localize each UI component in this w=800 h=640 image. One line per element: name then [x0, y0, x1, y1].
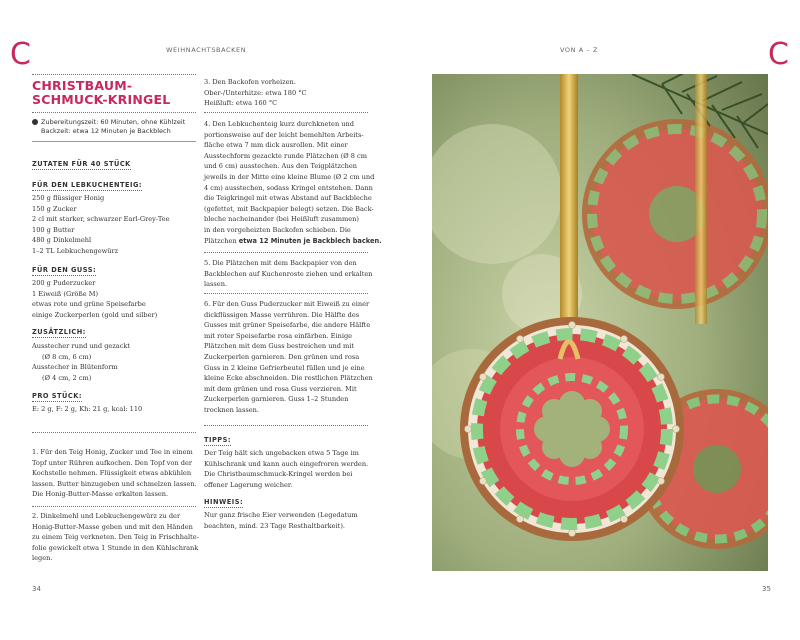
ingredient: 100 g Butter — [32, 225, 75, 234]
step-line: portionsweise auf der leicht bemehlten Arbeits- — [204, 130, 364, 139]
column-rule-top — [32, 74, 196, 75]
step-line: Ausstechform gezackte runde Plätzchen (Ø 8 cm — [204, 151, 368, 160]
ingredient: 200 g Puderzucker — [32, 279, 96, 287]
step-line: mit dem grünen und rosa Guss verzieren. Mit — [204, 384, 357, 393]
prep-time: Zubereitungszeit: 60 Minuten, ohne Kühlzeit — [41, 118, 186, 126]
ingredient: 150 g Zucker — [32, 204, 77, 213]
tips-text — [204, 448, 374, 490]
hint-line: Nur ganz frische Eier verwenden (Legedatum — [204, 511, 358, 519]
extra-list — [32, 341, 197, 383]
step-divider — [32, 506, 196, 507]
icing-heading: FÜR DEN GUSS: — [32, 266, 97, 274]
title-line-1: CHRISTBAUM- — [32, 78, 133, 93]
step-line: bleche nacheinander (bei Heißluft zusammen) — [204, 215, 359, 224]
cookie-ornament-photo — [432, 74, 768, 571]
section-divider — [32, 432, 196, 433]
step-line: kleine Ecke abschneiden. Die restlichen Plätzchen — [204, 374, 373, 383]
chapter-letter-left: C — [10, 37, 31, 72]
running-head-left: WEIHNACHTSBACKEN — [166, 46, 247, 54]
step-5 — [204, 258, 374, 290]
step-line: Ober-/Unterhitze: etwa 180 °C — [204, 88, 307, 97]
clock-icon — [32, 119, 38, 125]
step-line: Topf unter Rühren aufkochen. Den Topf von der — [32, 458, 193, 467]
step-line: lassen. Butter hinzugeben und schmelzen lassen. — [32, 479, 197, 488]
step-line: Plätzchen mit dem Guss bestreichen und mit — [204, 342, 355, 351]
tip-line: Der Teig hält sich ungebacken etwa 5 Tage im — [204, 449, 359, 457]
step-line: 4. Den Lebkuchenteig kurz durchkneten und — [204, 120, 355, 128]
ingredient: 480 g Dinkelmehl — [32, 236, 92, 245]
ingredient: 1 Eiweiß (Größe M) — [32, 289, 99, 298]
ingredient: einige Zuckerperlen (gold und silber) — [32, 310, 158, 319]
step-line: trocknen lassen. — [204, 405, 260, 414]
equipment-size: (Ø 4 cm, 2 cm) — [42, 373, 92, 382]
step-line: Guss in 2 kleine Gefrierbeutel füllen und je eine — [204, 363, 365, 372]
step-line: Die Honig-Butter-Masse erkalten lassen. — [32, 490, 169, 499]
step-line: (gefettet, mit Backpapier belegt) setzen. Die Back- — [204, 204, 374, 213]
step-2 — [32, 511, 202, 564]
step-line: folie gewickelt etwa 1 Stunde in den Kühlschrank — [32, 543, 199, 552]
ingredient: 250 g flüssiger Honig — [32, 194, 105, 202]
ingredient: 1–2 TL Lebkuchengewürz — [32, 246, 119, 255]
tip-line: offener Lagerung weicher. — [204, 480, 293, 489]
step-6 — [204, 299, 374, 416]
step-line: zu einem Teig verkneten. Den Teig in Frischhalte- — [32, 533, 199, 542]
extra-heading: ZUSÄTZLICH: — [32, 328, 86, 336]
chapter-letter-right: C — [768, 37, 789, 72]
step-line: 2. Dinkelmehl und Lebkuchengewürz zu der — [32, 512, 181, 520]
equipment: Ausstecher rund und gezackt — [32, 342, 131, 350]
step-divider — [204, 252, 368, 253]
step-line: lassen. — [204, 280, 228, 289]
step-line: dickflüssigen Masse verrühren. Die Hälfte des — [204, 310, 360, 319]
yield-heading: ZUTATEN FÜR 40 STÜCK — [32, 160, 131, 168]
ingredient: 2 cl mit starker, schwarzer Earl-Grey-Tee — [32, 215, 170, 224]
step-line: Gusses mit grüner Speisefarbe, die andere Hälfte — [204, 321, 371, 330]
nutrition-values: E: 2 g, F: 2 g, Kh: 21 g, kcal: 110 — [32, 405, 143, 413]
step-1 — [32, 447, 202, 500]
tip-line: Kühlschrank und kann auch eingefroren werden. — [204, 459, 369, 468]
hint-heading: HINWEIS: — [204, 498, 244, 506]
step-line: 5. Die Plätzchen mit dem Backpapier von den — [204, 259, 357, 267]
tips-rule — [204, 425, 368, 426]
step-line: in den vorgeheizten Backofen schieben. Die — [204, 225, 351, 234]
step-3 — [204, 77, 374, 109]
step-divider — [204, 112, 368, 113]
equipment: Ausstecher in Blütenform — [32, 363, 118, 372]
step-line: Zuckerperlen garnieren. Den grünen und rosa — [204, 352, 360, 361]
step-line: Honig-Butter-Masse geben und mit den Händen — [32, 522, 193, 531]
step-line: Plätzchen etwa 12 Minuten je Backblech backen. — [204, 236, 382, 245]
step-line: 1. Für den Teig Honig, Zucker und Tee in einem — [32, 448, 193, 456]
step-line: Heißluft: etwa 160 °C — [204, 99, 278, 108]
step-line: legen. — [32, 554, 53, 563]
step-line: 3. Den Backofen vorheizen. — [204, 78, 296, 86]
recipe-title — [32, 79, 197, 107]
prep-info — [32, 118, 202, 136]
title-line-2: SCHMUCK-KRINGEL — [32, 92, 171, 107]
title-rule — [32, 112, 196, 113]
step-line: Backblechen auf Kuchenroste ziehen und erkalten — [204, 269, 373, 278]
step-4 — [204, 119, 382, 246]
step-line: 4 cm) ausstechen, sodass Kringel entstehen. Dann — [204, 183, 373, 192]
equipment-size: (Ø 8 cm, 6 cm) — [42, 352, 92, 361]
icing-list — [32, 278, 197, 320]
recipe-photo — [432, 74, 768, 571]
step-line: mit roter Speisefarbe rosa einfärben. Einige — [204, 331, 353, 340]
page-number-right: 35 — [762, 585, 771, 593]
tips-heading: TIPPS: — [204, 436, 232, 444]
tip-line: Die Christbaumschmuck-Kringel werden bei — [204, 470, 353, 479]
step-line: Zuckerperlen garnieren. Guss 1–2 Stunden — [204, 395, 349, 404]
dough-heading: FÜR DEN LEBKUCHENTEIG: — [32, 181, 142, 189]
hint-line: beachten, mind. 23 Tage Resthaltbarkeit). — [204, 521, 345, 530]
per-piece-heading: PRO STÜCK: — [32, 392, 82, 400]
hint-text — [204, 510, 374, 531]
dough-list — [32, 193, 197, 257]
step-line: fläche etwa 7 mm dick ausrollen. Mit einer — [204, 141, 348, 150]
bake-time: Backzeit: etwa 12 Minuten je Backblech — [41, 127, 171, 135]
step-line: Kochstelle nehmen. Flüssigkeit etwas abkühlen — [32, 469, 192, 478]
step-line: 6. Für den Guss Puderzucker mit Eiweiß zu einer — [204, 300, 370, 308]
step-line: und 6 cm) ausstechen. Aus den Teigplätzchen — [204, 162, 358, 171]
page-number-left: 34 — [32, 585, 41, 593]
step-line: die Teigkringel mit etwas Abstand auf Backbleche — [204, 194, 372, 203]
step-divider — [204, 293, 368, 294]
ingredient: etwas rote und grüne Speisefarbe — [32, 300, 146, 309]
running-head-right: VON A – Z — [560, 46, 599, 54]
step-line: jeweils in der Mitte eine kleine Blume (Ø 2 cm und — [204, 172, 375, 181]
prep-rule — [32, 141, 196, 142]
